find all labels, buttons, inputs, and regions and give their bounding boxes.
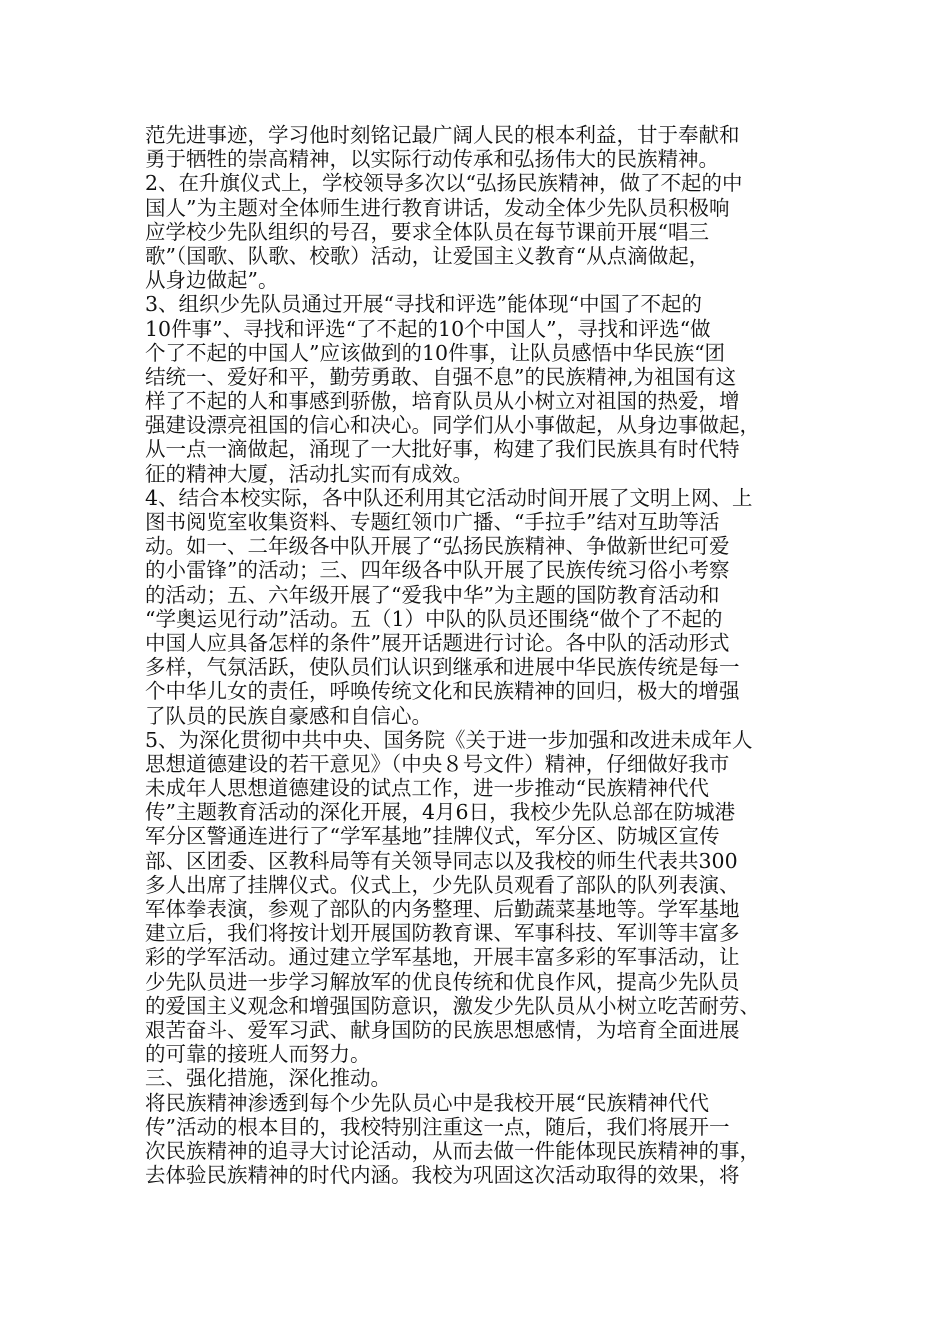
text-line: 4、结合本校实际，各中队还利用其它活动时间开展了文明上网、上	[145, 485, 753, 510]
text-line: 强建设漂亮祖国的信心和决心。同学们从小事做起，从身边事做起，	[145, 413, 760, 438]
text-line: 的爱国主义观念和增强国防意识，激发少先队员从小树立吃苦耐劳、	[145, 993, 760, 1018]
text-line: 3、组织少先队员通过开展“寻找和评选”能体现“中国了不起的	[145, 292, 702, 317]
text-line: 5、为深化贯彻中共中央、国务院《关于进一步加强和改进未成年人	[145, 727, 753, 752]
text-line: 未成年人思想道德建设的试点工作，进一步推动“民族精神代代	[145, 776, 709, 801]
text-line: 结统一、爱好和平，勤劳勇敢、自强不息”的民族精神,为祖国有这	[145, 364, 736, 389]
text-line: 中国人应具备怎样的条件”展开话题进行讨论。各中队的活动形式	[145, 630, 730, 655]
text-line: 军分区警通连进行了“学军基地”挂牌仪式，军分区、防城区宣传	[145, 824, 720, 849]
text-line: 2、在升旗仪式上，学校领导多次以“弘扬民族精神，做了不起的中	[145, 171, 743, 196]
text-line: 个中华儿女的责任，呼唤传统文化和民族精神的回归，极大的增强	[145, 679, 740, 704]
text-line: 建立后，我们将按计划开展国防教育课、军事科技、军训等丰富多	[145, 921, 740, 946]
text-line: 传”活动的根本目的，我校特别注重这一点，随后，我们将展开一	[145, 1114, 730, 1139]
text-line: 从一点一滴做起，涌现了一大批好事，构建了我们民族具有时代特	[145, 437, 740, 462]
text-line: 图书阅览室收集资料、专题红领巾广播、“手拉手”结对互助等活	[145, 510, 720, 534]
text-line: 将民族精神渗透到每个少先队员心中是我校开展“民族精神代代	[145, 1090, 709, 1115]
text-line: 从身边做起”。	[145, 268, 279, 293]
text-line: 多样，气氛活跃，使队员们认识到继承和进展中华民族传统是每一	[145, 655, 740, 680]
text-line: 彩的学军活动。通过建立学军基地，开展丰富多彩的军事活动，让	[145, 945, 740, 970]
text-line: 次民族精神的追寻大讨论活动，从而去做一件能体现民族精神的事，	[145, 1138, 760, 1163]
text-line: 少先队员进一步学习解放军的优良传统和优良作风，提高少先队员	[145, 969, 740, 994]
text-line: 军体拳表演，参观了部队的内务整理、后勤蔬菜基地等。学军基地	[145, 897, 740, 921]
text-line: 个了不起的中国人”应该做到的10件事，让队员感悟中华民族“团	[145, 340, 726, 365]
text-line: 传”主题教育活动的深化开展，4月6日，我校少先队总部在防城港	[145, 800, 736, 825]
text-line: 的活动；五、六年级开展了“爱我中华”为主题的国防教育活动和	[145, 582, 720, 607]
text-line: 勇于牺牲的崇高精神，以实际行动传承和弘扬伟大的民族精神。	[145, 147, 719, 172]
text-line: 思想道德建设的若干意见》（中央８号文件）精神，仔细做好我市	[145, 751, 730, 776]
document-body	[145, 123, 805, 1187]
text-line: 范先进事迹，学习他时刻铭记最广阔人民的根本利益，甘于奉献和	[145, 123, 740, 147]
text-line: 动。如一、二年级各中队开展了“弘扬民族精神、争做新世纪可爱	[145, 534, 730, 559]
section-heading: 三、强化措施，深化推动。	[145, 1066, 391, 1091]
text-line: 了队员的民族自豪感和自信心。	[145, 703, 432, 728]
text-line: 艰苦奋斗、爱军习武、献身国防的民族思想感情，为培育全面进展	[145, 1017, 740, 1042]
text-line: 去体验民族精神的时代内涵。我校为巩固这次活动取得的效果，将	[145, 1163, 740, 1188]
text-line: 歌”（国歌、队歌、校歌）活动，让爱国主义教育“从点滴做起，	[145, 243, 710, 268]
text-line: 的小雷锋”的活动；三、四年级各中队开展了民族传统习俗小考察	[145, 558, 730, 583]
text-line: 征的精神大厦，活动扎实而有成效。	[145, 461, 473, 486]
text-line: 国人”为主题对全体师生进行教育讲话，发动全体少先队员积极响	[145, 195, 730, 220]
text-line: 应学校少先队组织的号召，要求全体队员在每节课前开展“唱三	[145, 219, 709, 244]
text-line: 的可靠的接班人而努力。	[145, 1042, 371, 1067]
text-line: 样了不起的人和事感到骄傲，培育队员从小树立对祖国的热爱，增	[145, 389, 740, 414]
text-line: 多人出席了挂牌仪式。仪式上，少先队员观看了部队的队列表演、	[145, 872, 740, 897]
text-line: 10件事”、寻找和评选“了不起的10个中国人”，寻找和评选“做	[145, 316, 711, 341]
text-line: 部、区团委、区教科局等有关领导同志以及我校的师生代表共300	[145, 848, 738, 873]
text-line: “学奥运见行动”活动。五（1）中队的队员还围绕“做个了不起的	[145, 606, 723, 631]
